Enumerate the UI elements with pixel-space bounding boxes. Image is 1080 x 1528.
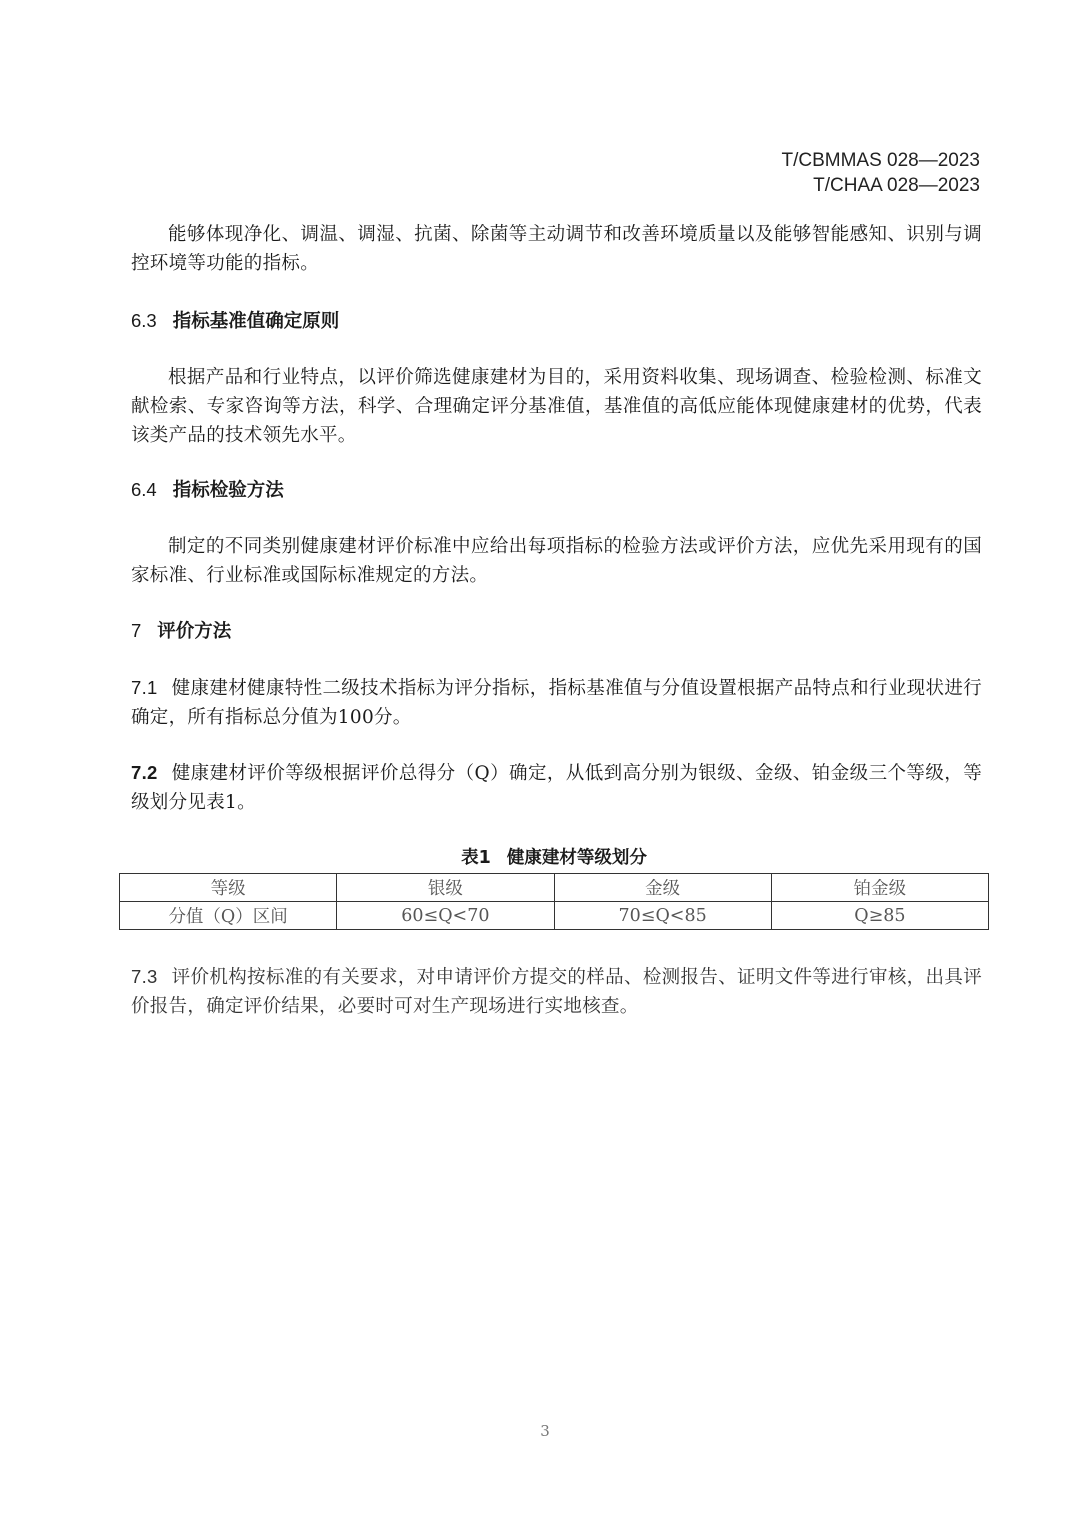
clause-7-3 — [131, 962, 982, 1021]
section-6-4-body — [131, 532, 982, 590]
section-heading — [131, 475, 982, 505]
section-number: 7 — [131, 620, 142, 641]
clause-text — [131, 962, 982, 1021]
intro-paragraph: 能够体现净化、调温、调湿、抗菌、除菌等主动调节和改善环境质量以及能够智能感知、识别与调控环境等功能的指标。 — [131, 224, 982, 274]
table-cell: 分值（Q）区间 — [120, 902, 337, 930]
table-header-cell: 金级 — [554, 874, 771, 902]
clause-7-2 — [131, 758, 982, 817]
standard-number-1: T/CBMMAS 028—2023 — [781, 150, 980, 171]
section-title: 评价方法 — [157, 621, 232, 642]
clause-7-1 — [131, 673, 982, 732]
clause-number: 7.3 — [131, 966, 158, 987]
section-paragraph: 根据产品和行业特点，以评价筛选健康建材为目的，采用资料收集、现场调查、检验检测、标准文献检索、专家咨询等方法，科学、合理确定评分基准值，基准值的高低应能体现健康建材的优势，代表该类产品的技术领先水平。 — [131, 367, 982, 446]
table-header-cell: 铂金级 — [771, 874, 988, 902]
page-number: 3 — [540, 1422, 550, 1440]
table-caption — [0, 845, 1080, 871]
clause-body: 健康建材健康特性二级技术指标为评分指标，指标基准值与分值设置根据产品特点和行业现状进行确定，所有指标总分值为100分。 — [131, 678, 982, 728]
section-title: 指标基准值确定原则 — [172, 311, 340, 332]
clause-number: 7.2 — [131, 762, 158, 783]
table-cell: 60≤Q<70 — [337, 902, 554, 930]
section-7 — [131, 616, 982, 646]
table-header-row — [120, 874, 989, 902]
table-caption-number: 表1 — [461, 848, 491, 868]
table-cell: Q≥85 — [771, 902, 988, 930]
section-6-3-body — [131, 363, 982, 450]
section-heading — [131, 616, 982, 646]
section-6-3 — [131, 306, 982, 336]
grade-table — [119, 873, 989, 930]
table-cell: 70≤Q<85 — [554, 902, 771, 930]
table-header-cell: 银级 — [337, 874, 554, 902]
clause-body: 评价机构按标准的有关要求，对申请评价方提交的样品、检测报告、证明文件等进行审核，出具评价报告，确定评价结果，必要时可对生产现场进行实地核查。 — [131, 967, 982, 1017]
standard-number-header — [781, 148, 980, 198]
clause-text — [131, 673, 982, 732]
intro-block — [131, 220, 982, 278]
table-header-cell: 等级 — [120, 874, 337, 902]
section-number: 6.3 — [131, 310, 157, 331]
table-row — [120, 902, 989, 930]
clause-text — [131, 758, 982, 817]
table-caption-title: 健康建材等级划分 — [506, 848, 647, 868]
section-number: 6.4 — [131, 479, 157, 500]
clause-body: 健康建材评价等级根据评价总得分（Q）确定，从低到高分别为银级、金级、铂金级三个等级，等级划分见表1。 — [131, 763, 982, 813]
section-paragraph: 制定的不同类别健康建材评价标准中应给出每项指标的检验方法或评价方法，应优先采用现有的国家标准、行业标准或国际标准规定的方法。 — [131, 536, 982, 586]
section-6-4 — [131, 475, 982, 505]
standard-number-2: T/CHAA 028—2023 — [813, 175, 980, 196]
section-heading — [131, 306, 982, 336]
clause-number: 7.1 — [131, 677, 158, 698]
section-title: 指标检验方法 — [172, 480, 284, 501]
